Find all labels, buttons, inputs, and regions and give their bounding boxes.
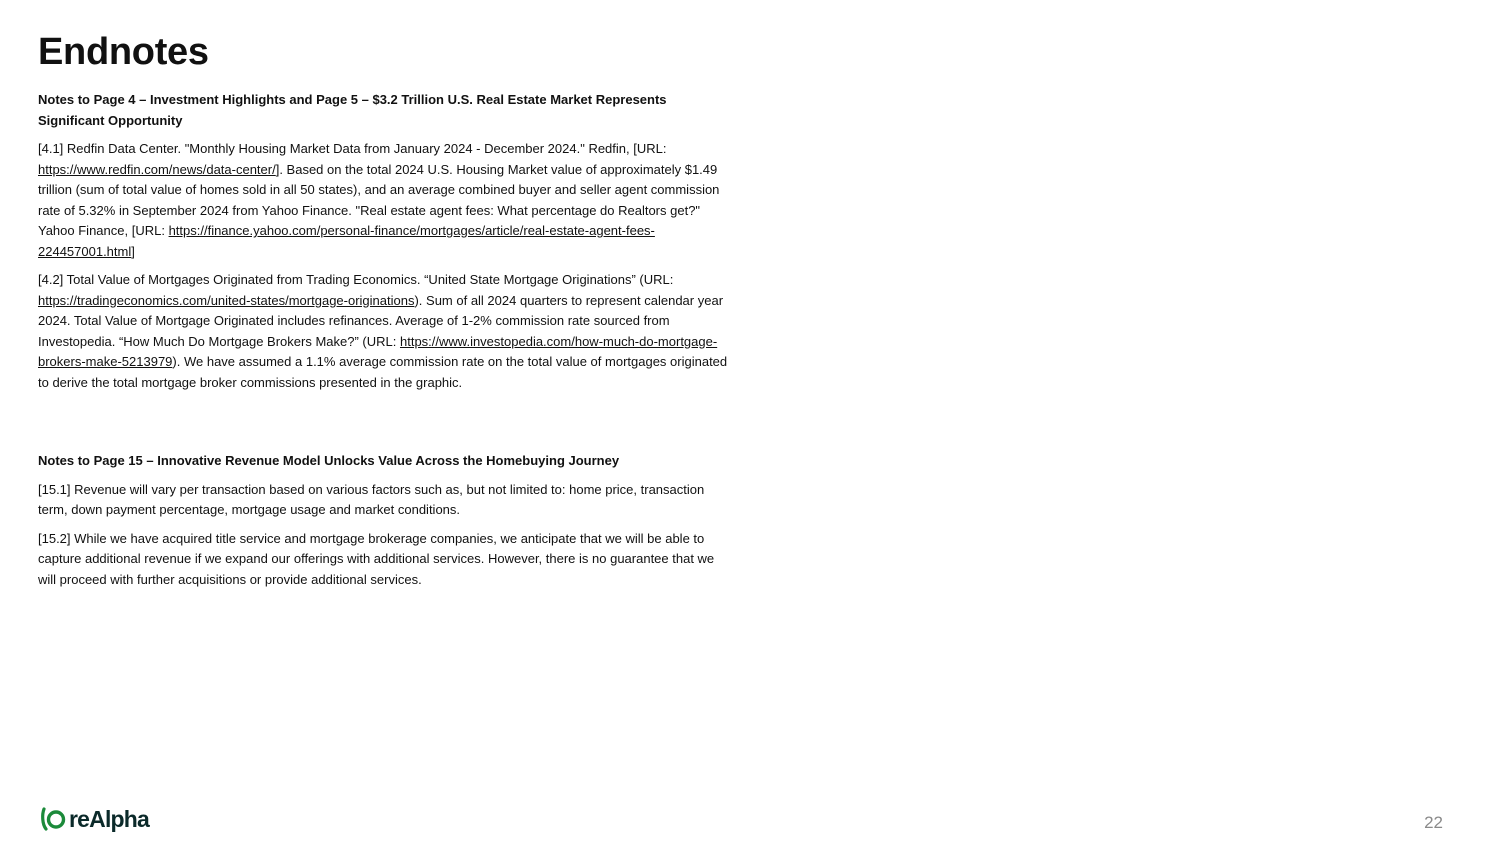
endnote-4-2 bbox=[38, 270, 733, 393]
page-number: 22 bbox=[1424, 813, 1443, 832]
endnotes-section-2 bbox=[38, 451, 733, 598]
note-text: ] bbox=[131, 243, 135, 259]
note-text: ). We have assumed a 1.1% average commission rate on the total value of mortgages originated to derive the total mortgage broker commissions presented in the graphic. bbox=[38, 354, 728, 390]
realpha-logo-icon bbox=[40, 806, 66, 832]
note-text: ). Sum of all 2024 quarters to represent calendar year 2024. Total Value of Mortgage Originated includes refinances. Average of 1-2% commission rate sourced from Investopedia. “How Much Do Mortgage Brokers Make?” (URL: bbox=[38, 292, 724, 349]
endnote-4-1 bbox=[38, 139, 733, 262]
section-heading: Notes to Page 4 – Investment Highlights and Page 5 – $3.2 Trillion U.S. Real Estate Market Represents Significant Opportunity bbox=[38, 92, 667, 128]
page-title: Endnotes bbox=[38, 31, 209, 73]
investopedia-link[interactable]: https://www.investopedia.com/how-much-do-mortgage-brokers-make-5213979 bbox=[38, 333, 718, 369]
section-heading: Notes to Page 15 – Innovative Revenue Model Unlocks Value Across the Homebuying Journey bbox=[38, 453, 620, 468]
realpha-logo bbox=[40, 806, 149, 832]
endnotes-section-1 bbox=[38, 90, 733, 401]
endnote-15-1: [15.1] Revenue will vary per transaction based on various factors such as, but not limited to: home price, transaction term, down payment percentage, mortgage usage and market conditions. bbox=[38, 481, 705, 517]
note-text: [4.2] Total Value of Mortgages Originated from Trading Economics. “United State Mortgage Originations” (URL: bbox=[38, 272, 674, 287]
logo-wordmark: reAlpha bbox=[69, 806, 150, 832]
redfin-link[interactable]: https://www.redfin.com/news/data-center/ bbox=[38, 161, 276, 177]
note-text: [4.1] Redfin Data Center. "Monthly Housing Market Data from January 2024 - December 2024." Redfin, [URL: bbox=[38, 141, 667, 156]
endnote-15-2: [15.2] While we have acquired title service and mortgage brokerage companies, we anticipate that we will be able to capture additional revenue if we expand our offerings with additional services. However, there is no guarantee that we will proceed with further acquisitions or provide additional services. bbox=[38, 530, 715, 587]
yahoo-finance-link[interactable]: https://finance.yahoo.com/personal-finance/mortgages/article/real-estate-agent-fees-224457001.html bbox=[38, 223, 655, 259]
trading-economics-link[interactable]: https://tradingeconomics.com/united-states/mortgage-originations bbox=[38, 292, 415, 308]
note-text: ]. Based on the total 2024 U.S. Housing Market value of approximately $1.49 trillion (sum of total value of homes sold in all 50 states), and an average combined buyer and seller agent commission rate of 5.32% in September 2024 from Yahoo Finance. "Real estate agent fees: What percentage do Realtors get?" Yahoo Finance, [URL: bbox=[38, 161, 720, 238]
